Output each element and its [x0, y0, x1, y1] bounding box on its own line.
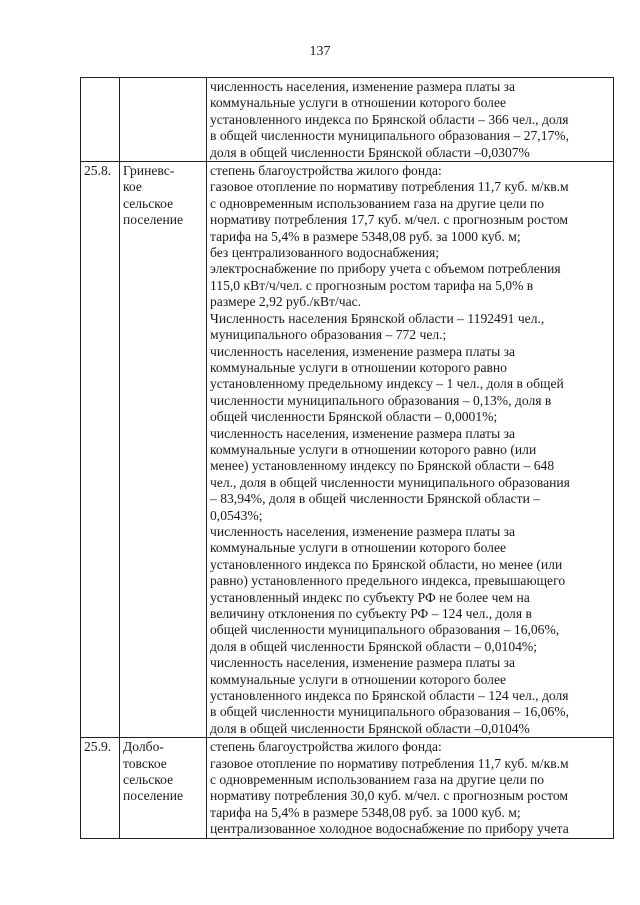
description-line: 115,0 кВт/ч/чел. с прогнозным ростом тарифа на 5,0% в	[210, 277, 534, 293]
description-line: чел., доля в общей численности муниципального образования	[210, 474, 570, 490]
description-line: установленному предельному индексу – 1 чел., доля в общей	[210, 376, 564, 392]
description-line: установленного индекса по Брянской области – 124 чел., доля	[210, 688, 569, 704]
description-line: коммунальные услуги в отношении которого равно	[210, 359, 507, 375]
description-line: численности муниципального образования – 0,13%, доля в	[210, 392, 552, 408]
tariff-table	[80, 77, 614, 839]
description-line: степень благоустройства жилого фонда:	[210, 739, 442, 755]
description-line: коммунальные услуги в отношении которого более	[210, 540, 507, 556]
settlement-name-cell	[120, 738, 207, 838]
settlement-name-cell	[120, 78, 207, 162]
description-line: величину отклонения по субъекту РФ – 124 чел., доля в	[210, 606, 532, 621]
description-cell	[207, 78, 614, 162]
description-line: численность населения, изменение размера платы за	[210, 523, 516, 539]
description-line: централизованное холодное водоснабжение по прибору учета	[210, 821, 569, 837]
description-line: с одновременным использованием газа на другие цели по	[210, 195, 545, 211]
description-line: без централизованного водоснабжения;	[210, 245, 440, 261]
description-line: численность населения, изменение размера платы за	[210, 425, 516, 441]
description-line: численность населения, изменение размера платы за	[210, 655, 516, 671]
description-line: Численность населения Брянской области – 1192491 чел.,	[210, 310, 545, 326]
page-number: 137	[309, 44, 331, 59]
settlement-name-line: поселение	[123, 212, 184, 228]
description-line: установленного индекса по Брянской области, но менее (или	[210, 556, 563, 572]
description-line: электроснабжение по прибору учета с объемом потребления	[210, 261, 561, 277]
table-row	[81, 738, 614, 838]
settlement-name-line: поселение	[123, 788, 184, 804]
settlement-name-line: сельское	[123, 772, 174, 788]
description-line: тарифа на 5,4% в размере 5348,08 руб. за 1000 куб. м;	[210, 228, 521, 244]
description-cell	[207, 738, 614, 838]
description-line: – 83,94%, доля в общей численности Брянской области –	[210, 491, 541, 507]
description-line: коммунальные услуги в отношении которого равно (или	[210, 441, 537, 457]
description-line: численность населения, изменение размера платы за	[210, 343, 516, 359]
row-number-cell	[81, 78, 120, 162]
settlement-name-line: сельское	[123, 195, 174, 211]
description-line: нормативу потребления 30,0 куб. м/чел. с прогнозным ростом	[210, 788, 568, 804]
row-number-cell	[81, 162, 120, 738]
description-line: 0,0543%;	[210, 507, 263, 523]
description-line: менее) установленному индексу по Брянской области – 648	[210, 458, 555, 474]
description-line: нормативу потребления 17,7 куб. м/чел. с прогнозным ростом	[210, 212, 568, 228]
description-line: коммунальные услуги в отношении которого более	[210, 671, 507, 687]
description-line: коммунальные услуги в отношении которого более	[210, 95, 507, 111]
description-line: в общей численности муниципального образования – 27,17%,	[210, 128, 570, 144]
table-row	[81, 78, 614, 162]
description-line: размере 2,92 руб./кВт/час.	[210, 294, 362, 310]
description-line: в общей численности муниципального образования – 16,06%,	[210, 704, 570, 720]
description-line: общей численности Брянской области – 0,0001%;	[210, 409, 498, 425]
description-line: равно) установленного предельного индекса, превышающего	[210, 573, 566, 589]
description-line: с одновременным использованием газа на другие цели по	[210, 772, 545, 788]
description-line: доля в общей численности Брянской области –0,0307%	[210, 144, 530, 160]
description-line: муниципального образования – 772 чел.;	[210, 327, 447, 343]
description-line: степень благоустройства жилого фонда:	[210, 163, 442, 179]
description-line: газовое отопление по нормативу потребления 11,7 куб. м/кв.м	[210, 755, 569, 771]
description-cell	[207, 162, 614, 738]
settlement-name-line: Гриневс-	[123, 163, 175, 179]
row-number: 25.8.	[84, 163, 112, 179]
description-line: доля в общей численности Брянской области – 0,0104%;	[210, 638, 538, 654]
description-line: доля в общей численности Брянской области –0,0104%	[210, 720, 530, 736]
description-line: численность населения, изменение размера платы за	[210, 79, 516, 94]
description-line: газовое отопление по нормативу потребления 11,7 куб. м/кв.м	[210, 179, 569, 195]
settlement-name-cell	[120, 162, 207, 738]
description-line: тарифа на 5,4% в размере 5348,08 руб. за 1000 куб. м;	[210, 804, 521, 820]
description-line: общей численности муниципального образования – 16,06%,	[210, 622, 560, 638]
table-row	[81, 162, 614, 738]
description-line: установленный индекс по субъекту РФ не более чем на	[210, 589, 530, 605]
row-number-cell	[81, 738, 120, 838]
settlement-name-line: товское	[123, 755, 167, 771]
description-line: установленного индекса по Брянской области – 366 чел., доля	[210, 111, 569, 127]
settlement-name-line: кое	[123, 179, 142, 195]
row-number: 25.9.	[84, 739, 112, 755]
settlement-name-line: Долбо-	[123, 739, 164, 755]
